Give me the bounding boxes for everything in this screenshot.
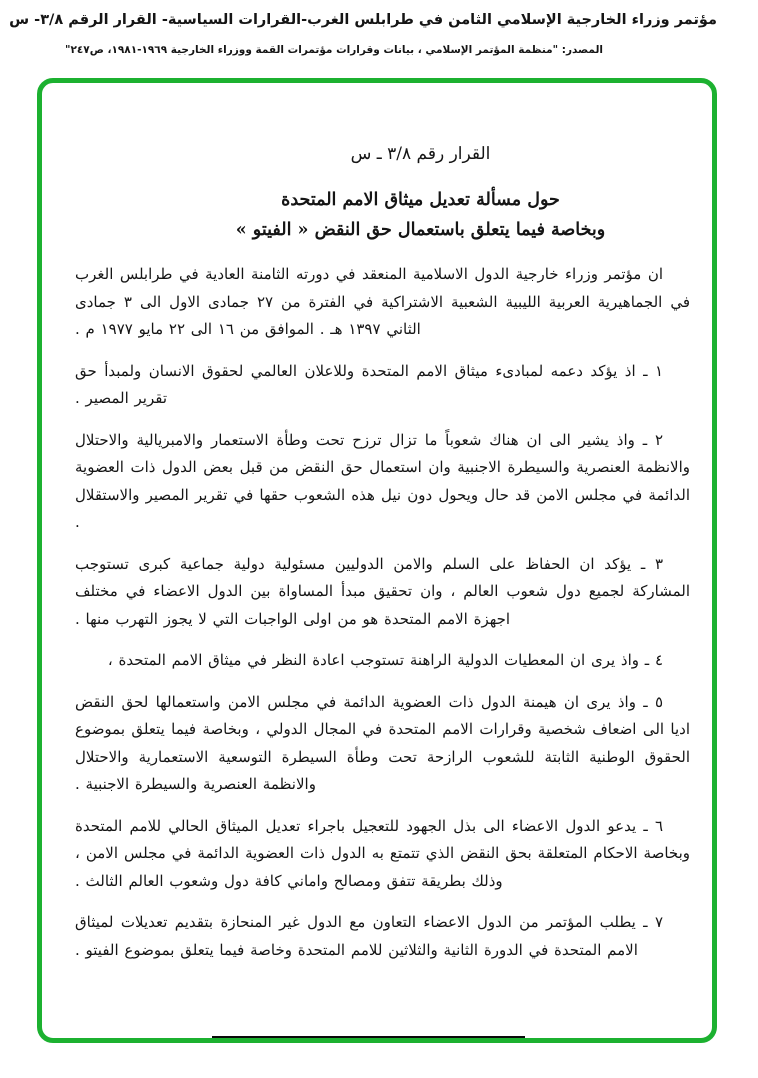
clause-paragraph-7: ٧ ـ يطلب المؤتمر من الدول الاعضاء التعاون مع الدول غير المنحازة بتقديم تعديلات لميثاق الامم المتحدة في الدورة الثانية والثلاثين للامم المتحدة وخاصة فيما يتعلق بموضوع الفيتو .: [75, 913, 663, 959]
preamble-paragraph: ان مؤتمر وزراء خارجية الدول الاسلامية المنعقد في دورته الثامنة العادية في طرابلس الغرب في الجماهيرية العربية الليبية الشعبية الاشتراكية في الفترة من ٢٧ جمادى الاول الى ٣ جمادى الثاني ١٣٩٧ هـ . الموافق من ١٦ الى ٢٢ مايو ١٩٧٧ م .: [75, 265, 691, 338]
document-border-frame: [37, 78, 717, 1043]
clause-paragraph-3: ٣ ـ يؤكد ان الحفاظ على السلم والامن الدوليين مسئولية دولية جماعية كبرى تستوجب المشاركة لجميع دول شعوب العالم ، وان تحقيق مبدأ المساواة بين الدول الاعضاء في مختلف اجهزة الامم المتحدة هو من اولى الواجبات التي لا يجوز التهرب منها .: [75, 554, 690, 628]
document-title-line1: حول مسألة تعديل ميثاق الامم المتحدة: [281, 190, 560, 210]
clause-paragraph-6: ٦ ـ يدعو الدول الاعضاء الى بذل الجهود للتعجيل باجراء تعديل الميثاق الحالي للامم المتحدة وبخاصة الاحكام المتعلقة بحق النقض الذي تتمتع به الدول ذات العضوية الدائمة في مجلس الامن ، وذلك بطريقة تتفق ومصالح واماني كافة دول وشعوب العالم الثالث .: [75, 816, 690, 890]
resolution-number: القرار رقم ٣/٨ ـ س: [350, 144, 491, 164]
document-title-line2: وبخاصة فيما يتعلق باستعمال حق النقض « الفيتو »: [235, 220, 606, 240]
clause-paragraph-4: ٤ ـ واذ يرى ان المعطيات الدولية الراهنة تستوجب اعادة النظر في ميثاق الامم المتحدة ،: [107, 651, 663, 669]
clause-paragraph-2: ٢ ـ واذ يشير الى ان هناك شعوباً ما تزال ترزح تحت وطأة الاستعمار والامبريالية والاحتلال والانظمة العنصرية والسيطرة الاجنبية وان استعمال حق النقض من قبل بعض الدول ذات العضوية الدائمة في مجلس الامن قد حال ويحول دون نيل هذه الشعوب حقها في تقرير المصير والاستقلال .: [75, 430, 690, 531]
clause-paragraph-1: ١ ـ اذ يؤكد دعمه لمبادىء ميثاق الامم المتحدة وللاعلان العالمي لحقوق الانسان ولمبدأ حق تقرير المصير .: [75, 361, 663, 407]
source-header-line2: المصدر: "منظمة المؤتمر الإسلامي ، بيانات وقرارات مؤتمرات القمة ووزراء الخارجية ١٩٦٩-١٩٨١، ص٢٤٧": [64, 44, 603, 56]
document-heading-block: [113, 141, 717, 245]
clause-paragraph-5: ٥ ـ واذ يرى ان هيمنة الدول ذات العضوية الدائمة في مجلس الامن واستعمالها لحق النقض اديا الى اضعاف شخصية وقرارات الامم المتحدة في المجال الدولي ، وبخاصة فيما يتعلق بموضوع الحقوق الوطنية الثابتة للشعوب الرازحة تحت وطأة السيطرة التوسعية الاستعمارية والاحتلال والانظمة العنصرية والسيطرة الاجنبية .: [75, 692, 690, 793]
source-header-line1: مؤتمر وزراء الخارجية الإسلامي الثامن في طرابلس الغرب-القرارات السياسية- القرار الرقم ٣/٨- س: [9, 12, 717, 28]
closing-rule: [212, 1036, 525, 1040]
